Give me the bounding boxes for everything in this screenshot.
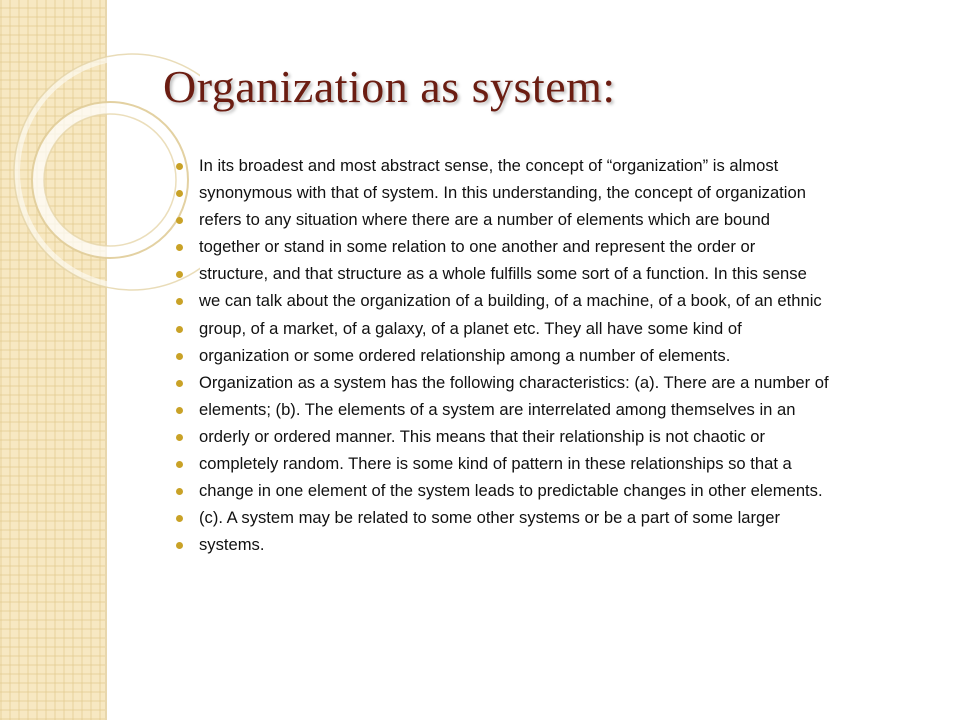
bullet-icon [176, 380, 183, 387]
list-item [176, 396, 936, 423]
list-item-text: we can talk about the organization of a building, of a machine, of a book, of an ethnic [199, 291, 822, 311]
list-item-text: together or stand in some relation to one another and represent the order or [199, 237, 756, 257]
bullet-icon [176, 217, 183, 224]
decorative-rings [0, 0, 200, 330]
list-item [176, 260, 936, 287]
bullet-icon [176, 298, 183, 305]
list-item-text: orderly or ordered manner. This means that their relationship is not chaotic or [199, 426, 766, 446]
bullet-icon [176, 488, 183, 495]
list-item [176, 233, 936, 260]
list-item [176, 342, 936, 369]
list-item [176, 423, 936, 450]
list-item-text: structure, and that structure as a whole fulfills some sort of a function. In this sense [199, 264, 807, 284]
bullet-icon [176, 515, 183, 522]
bullet-icon [176, 461, 183, 468]
list-item [176, 287, 936, 314]
list-item-text: elements; (b). The elements of a system are interrelated among themselves in an [199, 399, 796, 419]
list-item [176, 315, 936, 342]
inner-ring-edge-shape [32, 102, 188, 258]
list-item-text: completely random. There is some kind of pattern in these relationships so that a [199, 454, 792, 474]
list-item-text: synonymous with that of system. In this understanding, the concept of organization [199, 183, 806, 203]
list-item-text: organization or some ordered relationship among a number of elements. [199, 345, 731, 365]
list-item [176, 152, 936, 179]
bullet-icon [176, 353, 183, 360]
list-item [176, 206, 936, 233]
bullet-icon [176, 271, 183, 278]
list-item [176, 179, 936, 206]
bullet-icon [176, 163, 183, 170]
list-item-text: systems. [199, 535, 265, 555]
bullet-icon [176, 244, 183, 251]
inner-ring-inner-edge-shape [44, 114, 176, 246]
list-item-text: group, of a market, of a galaxy, of a planet etc. They all have some kind of [199, 318, 742, 338]
list-item [176, 477, 936, 504]
bullet-icon [176, 326, 183, 333]
list-item-text: change in one element of the system leads to predictable changes in other elements. [199, 481, 823, 501]
list-item [176, 450, 936, 477]
bullet-icon [176, 407, 183, 414]
list-item-text: (c). A system may be related to some other systems or be a part of some larger [199, 508, 781, 528]
bullet-icon [176, 542, 183, 549]
list-item [176, 531, 936, 558]
list-item [176, 369, 936, 396]
list-item [176, 504, 936, 531]
list-item-text: In its broadest and most abstract sense, the concept of “organization” is almost [199, 156, 779, 175]
list-item-text: refers to any situation where there are a number of elements which are bound [199, 210, 770, 230]
slide-title: Organization as system: [163, 61, 616, 112]
bullet-icon [176, 190, 183, 197]
bullet-icon [176, 434, 183, 441]
inner-ring-shape [38, 108, 182, 252]
list-item-text: Organization as a system has the following characteristics: (a). There are a number of [199, 372, 829, 392]
bullet-list [176, 152, 936, 558]
